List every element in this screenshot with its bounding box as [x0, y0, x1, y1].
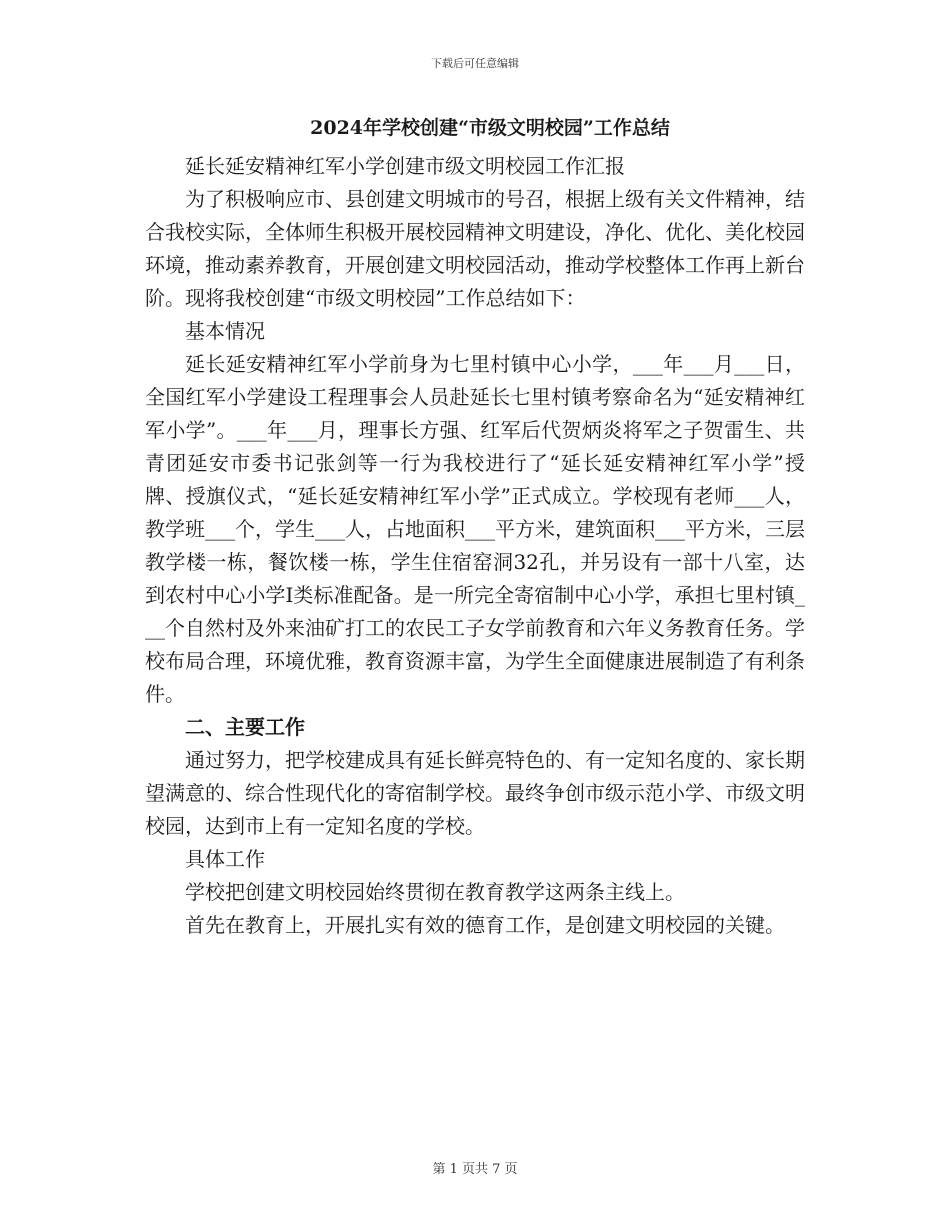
- header-note: 下载后可任意编辑: [431, 57, 519, 70]
- paragraph-school-history: 延长延安精神红军小学前身为七里村镇中心小学，___年___月___日，全国红军小学建设工程理事会人员赴延长七里村镇考察命名为“延安精神红军小学”。___年___月，理事长方强、红军后代贺炳炎将军之子贺雷生、共青团延安市委书记张剑等一行为我校进行了“延长延安精神红军小学”授牌、授旗仪式，“延长延安精神红军小学”正式成立。学校现有老师___人，教学班___个，学生___人，占地面积___平方米，建筑面积___平方米，三层教学楼一栋，餐饮楼一栋，学生住宿窑洞32孔，并另设有一部十八室，达到农村中心小学Ⅰ类标准配备。是一所完全寄宿制中心小学，承担七里村镇___个自然村及外来油矿打工的农民工子女学前教育和六年义务教育任务。学校布局合理，环境优雅，教育资源丰富，为学生全面健康进展制造了有利条件。: [145, 352, 805, 706]
- paragraph-moral-education: 首先在教育上，开展扎实有效的德育工作，是创建文明校园的关键。: [185, 913, 785, 937]
- document-title: 2024年学校创建“市级文明校园”工作总结: [310, 117, 670, 139]
- heading-main-work: 二、主要工作: [185, 715, 305, 739]
- paragraph-main-lines: 学校把创建文明校园始终贯彻在教育教学这两条主线上。: [185, 880, 685, 904]
- paragraph-goals: 通过努力，把学校建成具有延长鲜亮特色的、有一定知名度的、家长期望满意的、综合性现代化的寄宿制学校。最终争创市级示范小学、市级文明校园，达到市上有一定知名度的学校。: [145, 748, 805, 838]
- paragraph-intro: 为了积极响应市、县创建文明城市的号召，根据上级有关文件精神，结合我校实际，全体师生积极开展校园精神文明建设，净化、优化、美化校园环境，推动素养教育，开展创建文明校园活动，推动学校整体工作再上新台阶。现将我校创建“市级文明校园”工作总结如下：: [145, 187, 805, 310]
- heading-specific-work: 具体工作: [185, 847, 265, 871]
- paragraph-subtitle: 延长延安精神红军小学创建市级文明校园工作汇报: [185, 154, 625, 178]
- page-footer: 第 1 页共 7 页: [432, 1162, 518, 1177]
- document-body: [145, 112, 805, 942]
- heading-basic-situation: 基本情况: [185, 319, 265, 343]
